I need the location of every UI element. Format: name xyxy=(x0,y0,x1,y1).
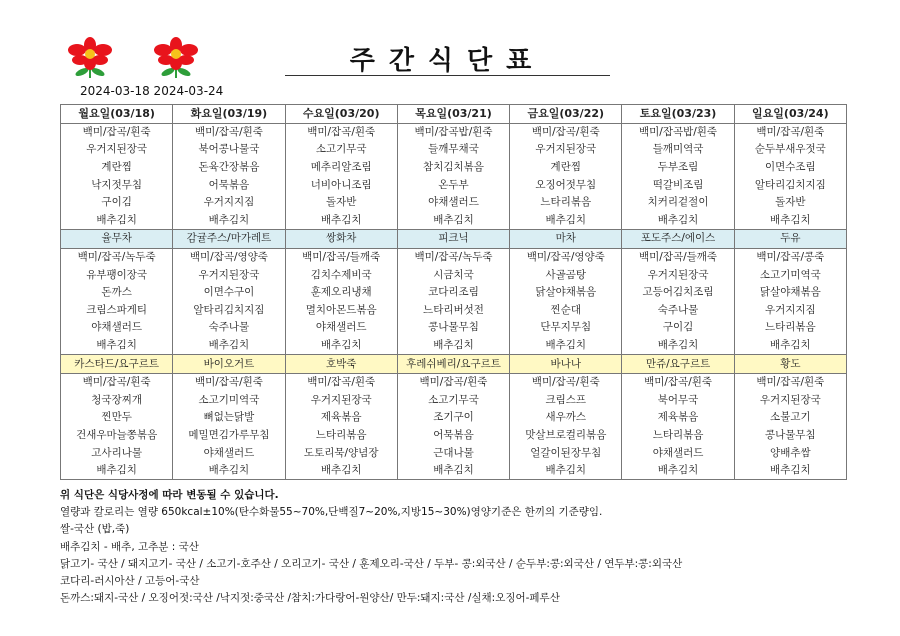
menu-row xyxy=(61,319,847,337)
menu-row xyxy=(61,409,847,427)
snack-item: 율무차 xyxy=(61,230,173,249)
snack-item: 쌍화차 xyxy=(285,230,397,249)
menu-row xyxy=(61,462,847,480)
menu-item: 우거지지짐 xyxy=(734,302,846,320)
menu-item: 배추김치 xyxy=(734,337,846,355)
menu-row xyxy=(61,176,847,194)
menu-item: 메밀면김가루무침 xyxy=(173,427,285,445)
menu-item: 유부팽이장국 xyxy=(61,266,173,284)
menu-item: 크림스프 xyxy=(510,392,622,410)
snack-item: 바이오거트 xyxy=(173,355,285,374)
menu-item: 알타리김치지짐 xyxy=(173,302,285,320)
menu-item: 제육볶음 xyxy=(285,409,397,427)
menu-item: 북어무국 xyxy=(622,392,734,410)
menu-item: 백미/잡곡/흰죽 xyxy=(510,123,622,141)
menu-item: 배추김치 xyxy=(510,462,622,480)
menu-item: 닭살야채볶음 xyxy=(734,284,846,302)
day-header: 화요일(03/19) xyxy=(173,105,285,124)
menu-item: 야채샐러드 xyxy=(173,444,285,462)
snack-item: 만쥬/요구르트 xyxy=(622,355,734,374)
menu-item: 멸치아몬드볶음 xyxy=(285,302,397,320)
menu-item: 백미/잡곡/흰죽 xyxy=(61,373,173,391)
menu-item: 뼈없는닭발 xyxy=(173,409,285,427)
menu-item: 도토리묵/양념장 xyxy=(285,444,397,462)
menu-item: 배추김치 xyxy=(285,462,397,480)
kimchi-origin: 배추김치 - 배추, 고추분 : 국산 xyxy=(60,540,199,553)
menu-item: 우거지된장국 xyxy=(510,141,622,159)
menu-item: 계란찜 xyxy=(510,159,622,177)
page-title: 주간식단표 xyxy=(349,46,546,76)
menu-item: 김치수제비국 xyxy=(285,266,397,284)
snack-item: 후레쉬베리/요구르트 xyxy=(397,355,509,374)
menu-item: 느타리볶음 xyxy=(622,427,734,445)
menu-item: 고등어김치조림 xyxy=(622,284,734,302)
menu-row xyxy=(61,444,847,462)
menu-item: 양배추쌈 xyxy=(734,444,846,462)
menu-item: 배추김치 xyxy=(734,212,846,230)
snack-item: 바나나 xyxy=(510,355,622,374)
menu-item: 야채샐러드 xyxy=(622,444,734,462)
flower-decoration xyxy=(62,36,232,80)
menu-item: 배추김치 xyxy=(285,212,397,230)
menu-item: 백미/잡곡/흰죽 xyxy=(285,373,397,391)
day-header-row xyxy=(61,105,847,124)
menu-item: 백미/잡곡/흰죽 xyxy=(173,373,285,391)
menu-item: 제육볶음 xyxy=(622,409,734,427)
menu-item: 배추김치 xyxy=(173,337,285,355)
menu-item: 계란찜 xyxy=(61,159,173,177)
menu-item: 소고기미역국 xyxy=(734,266,846,284)
menu-item: 구이김 xyxy=(622,319,734,337)
menu-item: 돌자반 xyxy=(285,194,397,212)
menu-row xyxy=(61,248,847,266)
menu-item: 콩나물무침 xyxy=(734,427,846,445)
menu-item: 들깨무채국 xyxy=(397,141,509,159)
menu-item: 어묵볶음 xyxy=(397,427,509,445)
menu-item: 백미/잡곡/흰죽 xyxy=(734,373,846,391)
menu-item: 떡갈비조림 xyxy=(622,176,734,194)
menu-item: 이면수조림 xyxy=(734,159,846,177)
menu-item: 느타리버섯전 xyxy=(397,302,509,320)
menu-item: 두부조림 xyxy=(622,159,734,177)
day-header: 금요일(03/22) xyxy=(510,105,622,124)
menu-row xyxy=(61,194,847,212)
menu-item: 조기구이 xyxy=(397,409,509,427)
menu-item: 맛살브로컬리볶음 xyxy=(510,427,622,445)
menu-item: 들깨미역국 xyxy=(622,141,734,159)
menu-item: 돈육간장볶음 xyxy=(173,159,285,177)
menu-item: 우거지된장국 xyxy=(285,392,397,410)
snack-item: 카스타드/요구르트 xyxy=(61,355,173,374)
menu-item: 우거지지짐 xyxy=(173,194,285,212)
menu-item: 어묵볶음 xyxy=(173,176,285,194)
menu-item: 느타리볶음 xyxy=(734,319,846,337)
menu-item: 배추김치 xyxy=(510,337,622,355)
menu-item: 소불고기 xyxy=(734,409,846,427)
day-header: 월요일(03/18) xyxy=(61,105,173,124)
menu-item: 닭살야채볶음 xyxy=(510,284,622,302)
snack-item: 포도주스/에이스 xyxy=(622,230,734,249)
menu-item: 백미/잡곡밥/흰죽 xyxy=(397,123,509,141)
menu-row xyxy=(61,159,847,177)
meat-origin: 닭고기- 국산 / 돼지고기- 국산 / 소고기-호주산 / 오리고기- 국산 / 훈제오리-국산 / 두부- 콩:외국산 / 순두부:콩:외국산 / 연두부:콩:외국산 xyxy=(60,557,683,570)
menu-row xyxy=(61,392,847,410)
menu-item: 돌자반 xyxy=(734,194,846,212)
menu-row xyxy=(61,141,847,159)
menu-item: 고사리나물 xyxy=(61,444,173,462)
menu-item: 백미/잡곡/흰죽 xyxy=(173,123,285,141)
snack-item: 호박죽 xyxy=(285,355,397,374)
menu-item: 야채샐러드 xyxy=(61,319,173,337)
menu-item: 코다리조림 xyxy=(397,284,509,302)
menu-item: 백미/잡곡/흰죽 xyxy=(734,123,846,141)
flower-icon xyxy=(154,37,198,78)
snack-item: 마차 xyxy=(510,230,622,249)
menu-row xyxy=(61,337,847,355)
menu-item: 배추김치 xyxy=(734,462,846,480)
day-header: 일요일(03/24) xyxy=(734,105,846,124)
menu-item: 배추김치 xyxy=(173,462,285,480)
menu-item: 메추리알조림 xyxy=(285,159,397,177)
menu-row xyxy=(61,266,847,284)
menu-item: 우거지된장국 xyxy=(622,266,734,284)
menu-row xyxy=(61,373,847,391)
menu-item: 느타리볶음 xyxy=(510,194,622,212)
menu-item: 백미/잡곡/콩죽 xyxy=(734,248,846,266)
menu-item: 오징어젓무침 xyxy=(510,176,622,194)
menu-item: 숙주나물 xyxy=(173,319,285,337)
menu-item: 백미/잡곡/흰죽 xyxy=(285,123,397,141)
menu-item: 배추김치 xyxy=(397,212,509,230)
menu-item: 북어콩나물국 xyxy=(173,141,285,159)
menu-row xyxy=(61,284,847,302)
menu-item: 소고기무국 xyxy=(285,141,397,159)
menu-item: 소고기미역국 xyxy=(173,392,285,410)
menu-item: 이면수구이 xyxy=(173,284,285,302)
menu-item: 새우까스 xyxy=(510,409,622,427)
menu-item: 배추김치 xyxy=(285,337,397,355)
snack-row xyxy=(61,355,847,374)
menu-item: 훈제오리냉채 xyxy=(285,284,397,302)
menu-item: 찐순대 xyxy=(510,302,622,320)
menu-item: 배추김치 xyxy=(61,212,173,230)
menu-item: 구이김 xyxy=(61,194,173,212)
menu-item: 야채샐러드 xyxy=(397,194,509,212)
menu-item: 소고기무국 xyxy=(397,392,509,410)
snack-row xyxy=(61,230,847,249)
other-origin: 돈까스:돼지-국산 / 오징어젓:국산 /낙지젓:중국산 /참치:가다랑어-원양산/ 만두:돼지:국산 /실채:오징어-페루산 xyxy=(60,592,560,605)
menu-item: 우거지된장국 xyxy=(61,141,173,159)
menu-item: 알타리김치지짐 xyxy=(734,176,846,194)
fish-origin: 코다리-러시아산 / 고등어-국산 xyxy=(60,575,200,588)
menu-item: 백미/잡곡/녹두죽 xyxy=(397,248,509,266)
menu-item: 사골곰탕 xyxy=(510,266,622,284)
menu-item: 배추김치 xyxy=(61,462,173,480)
menu-item: 숙주나물 xyxy=(622,302,734,320)
menu-item: 백미/잡곡/흰죽 xyxy=(622,373,734,391)
day-header: 수요일(03/20) xyxy=(285,105,397,124)
menu-row xyxy=(61,302,847,320)
menu-item: 느타리볶음 xyxy=(285,427,397,445)
menu-item: 배추김치 xyxy=(510,212,622,230)
flower-icon xyxy=(68,37,112,78)
menu-item: 참치김치볶음 xyxy=(397,159,509,177)
menu-item: 야채샐러드 xyxy=(285,319,397,337)
menu-row xyxy=(61,123,847,141)
menu-item: 찐만두 xyxy=(61,409,173,427)
menu-item: 콩나물무침 xyxy=(397,319,509,337)
menu-item: 크림스파게티 xyxy=(61,302,173,320)
notes-section xyxy=(60,487,880,607)
menu-item: 우거지된장국 xyxy=(173,266,285,284)
menu-item: 돈까스 xyxy=(61,284,173,302)
day-header: 토요일(03/23) xyxy=(622,105,734,124)
snack-item: 두유 xyxy=(734,230,846,249)
menu-item: 배추김치 xyxy=(622,337,734,355)
snack-item: 황도 xyxy=(734,355,846,374)
menu-item: 단무지무침 xyxy=(510,319,622,337)
menu-item: 순두부새우젓국 xyxy=(734,141,846,159)
calorie-text: 열량과 칼로리는 열량 650kcal±10%(탄수화물55~70%,단백질7~20%,지방15~30%)영양기준은 한끼의 기준량임. xyxy=(60,506,603,519)
menu-item: 치커리겉절이 xyxy=(622,194,734,212)
menu-item: 배추김치 xyxy=(622,212,734,230)
day-header: 목요일(03/21) xyxy=(397,105,509,124)
rice-origin: 쌀-국산 (밥,죽) xyxy=(60,523,130,536)
menu-item: 근대나물 xyxy=(397,444,509,462)
menu-row xyxy=(61,212,847,230)
menu-item: 백미/잡곡/들깨죽 xyxy=(622,248,734,266)
menu-item: 백미/잡곡/들깨죽 xyxy=(285,248,397,266)
title-underline xyxy=(285,75,610,76)
menu-row xyxy=(61,427,847,445)
snack-item: 감귤주스/마가레트 xyxy=(173,230,285,249)
menu-item: 시금치국 xyxy=(397,266,509,284)
menu-item: 낙지젓무침 xyxy=(61,176,173,194)
menu-item: 배추김치 xyxy=(622,462,734,480)
menu-item: 백미/잡곡/흰죽 xyxy=(61,123,173,141)
snack-item: 피크닉 xyxy=(397,230,509,249)
menu-item: 백미/잡곡/녹두죽 xyxy=(61,248,173,266)
menu-item: 백미/잡곡/영양죽 xyxy=(510,248,622,266)
weekly-menu-table xyxy=(60,104,847,480)
menu-item: 청국장찌개 xyxy=(61,392,173,410)
menu-item: 배추김치 xyxy=(397,337,509,355)
menu-item: 건새우마늘쫑볶음 xyxy=(61,427,173,445)
menu-item: 배추김치 xyxy=(173,212,285,230)
menu-item: 백미/잡곡/흰죽 xyxy=(510,373,622,391)
menu-item: 배추김치 xyxy=(61,337,173,355)
date-range: 2024-03-18 2024-03-24 xyxy=(80,84,224,98)
menu-item: 배추김치 xyxy=(397,462,509,480)
menu-item: 백미/잡곡/흰죽 xyxy=(397,373,509,391)
notice-text: 위 식단은 식당사정에 따라 변동될 수 있습니다. xyxy=(60,489,279,501)
menu-item: 백미/잡곡/영양죽 xyxy=(173,248,285,266)
menu-item: 우거지된장국 xyxy=(734,392,846,410)
menu-item: 백미/잡곡밥/흰죽 xyxy=(622,123,734,141)
menu-item: 얼갈이된장무침 xyxy=(510,444,622,462)
menu-item: 너비아니조림 xyxy=(285,176,397,194)
menu-item: 온두부 xyxy=(397,176,509,194)
